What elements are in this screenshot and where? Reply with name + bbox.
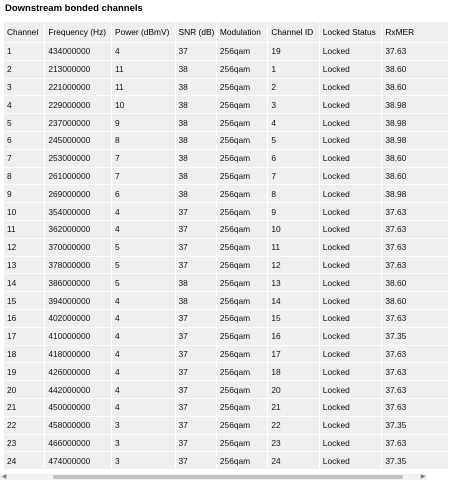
table-cell: 37.63 bbox=[382, 435, 448, 452]
table-cell: 8 bbox=[268, 185, 318, 202]
table-cell: Locked bbox=[320, 203, 382, 220]
table-cell: 38.60 bbox=[382, 61, 448, 78]
table-cell: 256qam bbox=[217, 43, 267, 60]
table-cell: 37 bbox=[176, 310, 216, 327]
table-cell: 38 bbox=[176, 292, 216, 309]
table-cell: 354000000 bbox=[45, 203, 111, 220]
table-cell: 24 bbox=[4, 452, 44, 469]
table-cell: 434000000 bbox=[45, 43, 111, 60]
table-cell: 2 bbox=[268, 79, 318, 96]
table-cell: 37.35 bbox=[382, 452, 448, 469]
table-cell: 15 bbox=[4, 292, 44, 309]
table-cell: 256qam bbox=[217, 381, 267, 398]
table-row bbox=[4, 399, 448, 416]
table-cell: Locked bbox=[320, 61, 382, 78]
table-cell: 37.63 bbox=[382, 221, 448, 238]
table-cell: 37 bbox=[176, 203, 216, 220]
table-cell: 261000000 bbox=[45, 168, 111, 185]
table-cell: 256qam bbox=[217, 452, 267, 469]
table-row bbox=[4, 114, 448, 131]
table-cell: Locked bbox=[320, 185, 382, 202]
table-row bbox=[4, 96, 448, 113]
table-cell: 37 bbox=[176, 221, 216, 238]
table-cell: 37.63 bbox=[382, 346, 448, 363]
table-header-row bbox=[4, 22, 448, 42]
table-cell: 11 bbox=[112, 61, 175, 78]
table-cell: 38 bbox=[176, 168, 216, 185]
table-cell: 38 bbox=[176, 114, 216, 131]
table-cell: 37.63 bbox=[382, 399, 448, 416]
table-cell: 8 bbox=[4, 168, 44, 185]
table-cell: 5 bbox=[112, 274, 175, 291]
table-cell: 14 bbox=[268, 292, 318, 309]
table-cell: 418000000 bbox=[45, 346, 111, 363]
table-cell: 256qam bbox=[217, 132, 267, 149]
table-cell: Locked bbox=[320, 257, 382, 274]
table-cell: 11 bbox=[4, 221, 44, 238]
table-cell: Locked bbox=[320, 310, 382, 327]
table-cell: 12 bbox=[268, 257, 318, 274]
column-header: Power (dBmV) bbox=[112, 22, 175, 42]
table-cell: 37 bbox=[176, 452, 216, 469]
table-row bbox=[4, 168, 448, 185]
table-cell: Locked bbox=[320, 452, 382, 469]
table-cell: 256qam bbox=[217, 274, 267, 291]
scroll-left-icon[interactable]: ◀ bbox=[1, 474, 7, 480]
table-cell: 386000000 bbox=[45, 274, 111, 291]
table-viewport[interactable] bbox=[3, 21, 415, 473]
table-cell: 9 bbox=[268, 203, 318, 220]
table-cell: 38 bbox=[176, 132, 216, 149]
table-cell: 22 bbox=[4, 417, 44, 434]
table-cell: 16 bbox=[4, 310, 44, 327]
table-cell: 269000000 bbox=[45, 185, 111, 202]
table-row bbox=[4, 221, 448, 238]
table-cell: 5 bbox=[268, 132, 318, 149]
table-row bbox=[4, 310, 448, 327]
table-cell: 38.60 bbox=[382, 292, 448, 309]
table-row bbox=[4, 61, 448, 78]
table-cell: 370000000 bbox=[45, 239, 111, 256]
table-cell: 11 bbox=[112, 79, 175, 96]
table-cell: 9 bbox=[4, 185, 44, 202]
table-cell: 14 bbox=[4, 274, 44, 291]
table-cell: 426000000 bbox=[45, 363, 111, 380]
table-cell: 15 bbox=[268, 310, 318, 327]
table-cell: 23 bbox=[4, 435, 44, 452]
table-cell: 37.35 bbox=[382, 328, 448, 345]
table-cell: 3 bbox=[112, 417, 175, 434]
table-cell: 37 bbox=[176, 399, 216, 416]
table-cell: 4 bbox=[112, 221, 175, 238]
table-cell: 256qam bbox=[217, 435, 267, 452]
table-cell: 4 bbox=[112, 203, 175, 220]
table-cell: 18 bbox=[4, 346, 44, 363]
table-cell: 7 bbox=[112, 150, 175, 167]
table-cell: 442000000 bbox=[45, 381, 111, 398]
table-cell: 24 bbox=[268, 452, 318, 469]
section-title: Downstream bonded channels bbox=[5, 3, 143, 14]
table-cell: 3 bbox=[4, 79, 44, 96]
table-row bbox=[4, 185, 448, 202]
table-cell: 1 bbox=[268, 61, 318, 78]
table-cell: Locked bbox=[320, 168, 382, 185]
table-cell: 21 bbox=[268, 399, 318, 416]
table-cell: 9 bbox=[112, 114, 175, 131]
table-cell: 19 bbox=[268, 43, 318, 60]
table-cell: 450000000 bbox=[45, 399, 111, 416]
table-cell: Locked bbox=[320, 79, 382, 96]
table-cell: 4 bbox=[112, 346, 175, 363]
table-cell: 256qam bbox=[217, 417, 267, 434]
table-cell: Locked bbox=[320, 274, 382, 291]
table-cell: 37 bbox=[176, 239, 216, 256]
table-row bbox=[4, 239, 448, 256]
table-row bbox=[4, 203, 448, 220]
table-row bbox=[4, 381, 448, 398]
table-cell: 17 bbox=[4, 328, 44, 345]
table-row bbox=[4, 132, 448, 149]
table-cell: 38 bbox=[176, 274, 216, 291]
table-cell: 245000000 bbox=[45, 132, 111, 149]
column-header: RxMER bbox=[382, 22, 448, 42]
table-cell: 1 bbox=[4, 43, 44, 60]
table-cell: 7 bbox=[112, 168, 175, 185]
table-cell: 7 bbox=[4, 150, 44, 167]
table-cell: 37.63 bbox=[382, 310, 448, 327]
table-cell: 38.98 bbox=[382, 96, 448, 113]
table-cell: 16 bbox=[268, 328, 318, 345]
table-cell: 402000000 bbox=[45, 310, 111, 327]
table-cell: 13 bbox=[268, 274, 318, 291]
column-header: Channel ID bbox=[268, 22, 318, 42]
table-cell: 213000000 bbox=[45, 61, 111, 78]
table-row bbox=[4, 79, 448, 96]
table-row bbox=[4, 150, 448, 167]
table-cell: 2 bbox=[4, 61, 44, 78]
table-cell: 256qam bbox=[217, 114, 267, 131]
table-cell: 256qam bbox=[217, 239, 267, 256]
table-cell: 8 bbox=[112, 132, 175, 149]
table-cell: 256qam bbox=[217, 399, 267, 416]
table-cell: 37.63 bbox=[382, 43, 448, 60]
table-cell: 38.60 bbox=[382, 79, 448, 96]
table-cell: 474000000 bbox=[45, 452, 111, 469]
table-cell: 10 bbox=[268, 221, 318, 238]
table-row bbox=[4, 257, 448, 274]
table-cell: Locked bbox=[320, 292, 382, 309]
table-cell: Locked bbox=[320, 150, 382, 167]
table-cell: 256qam bbox=[217, 150, 267, 167]
table-cell: 4 bbox=[112, 399, 175, 416]
table-cell: 37 bbox=[176, 328, 216, 345]
table-cell: 38.98 bbox=[382, 132, 448, 149]
table-cell: 22 bbox=[268, 417, 318, 434]
table-cell: 38 bbox=[176, 185, 216, 202]
table-cell: Locked bbox=[320, 221, 382, 238]
table-cell: 256qam bbox=[217, 96, 267, 113]
table-cell: 37 bbox=[176, 43, 216, 60]
downstream-channels-table bbox=[3, 21, 449, 470]
table-cell: 6 bbox=[268, 150, 318, 167]
table-cell: 6 bbox=[4, 132, 44, 149]
table-cell: 37.63 bbox=[382, 363, 448, 380]
table-cell: 38.98 bbox=[382, 185, 448, 202]
table-cell: 4 bbox=[268, 114, 318, 131]
table-cell: 466000000 bbox=[45, 435, 111, 452]
table-cell: Locked bbox=[320, 346, 382, 363]
table-cell: 21 bbox=[4, 399, 44, 416]
table-cell: 253000000 bbox=[45, 150, 111, 167]
table-cell: 256qam bbox=[217, 363, 267, 380]
table-body bbox=[4, 43, 448, 469]
table-cell: 3 bbox=[268, 96, 318, 113]
table-cell: 237000000 bbox=[45, 114, 111, 131]
table-cell: 3 bbox=[112, 435, 175, 452]
table-cell: Locked bbox=[320, 132, 382, 149]
table-cell: 3 bbox=[112, 452, 175, 469]
table-cell: Locked bbox=[320, 435, 382, 452]
table-cell: 37.63 bbox=[382, 203, 448, 220]
table-cell: 256qam bbox=[217, 257, 267, 274]
table-cell: 229000000 bbox=[45, 96, 111, 113]
table-cell: 4 bbox=[4, 96, 44, 113]
table-cell: 38.60 bbox=[382, 274, 448, 291]
column-header: Channel bbox=[4, 22, 44, 42]
table-cell: 256qam bbox=[217, 346, 267, 363]
table-row bbox=[4, 363, 448, 380]
table-cell: 362000000 bbox=[45, 221, 111, 238]
table-cell: 38 bbox=[176, 150, 216, 167]
table-cell: 37 bbox=[176, 346, 216, 363]
table-cell: 256qam bbox=[217, 79, 267, 96]
table-row bbox=[4, 328, 448, 345]
table-cell: 221000000 bbox=[45, 79, 111, 96]
table-cell: Locked bbox=[320, 96, 382, 113]
table-cell: 20 bbox=[4, 381, 44, 398]
table-cell: 13 bbox=[4, 257, 44, 274]
table-cell: 458000000 bbox=[45, 417, 111, 434]
table-cell: 378000000 bbox=[45, 257, 111, 274]
table-cell: 256qam bbox=[217, 221, 267, 238]
table-cell: 37.63 bbox=[382, 239, 448, 256]
table-cell: 23 bbox=[268, 435, 318, 452]
table-cell: 12 bbox=[4, 239, 44, 256]
table-cell: 37 bbox=[176, 417, 216, 434]
table-cell: Locked bbox=[320, 399, 382, 416]
table-row bbox=[4, 452, 448, 469]
table-cell: 38.60 bbox=[382, 150, 448, 167]
table-cell: 4 bbox=[112, 43, 175, 60]
table-cell: Locked bbox=[320, 43, 382, 60]
table-cell: Locked bbox=[320, 328, 382, 345]
table-cell: 4 bbox=[112, 310, 175, 327]
column-header: SNR (dB) bbox=[176, 22, 216, 42]
table-cell: 37.63 bbox=[382, 257, 448, 274]
table-cell: 20 bbox=[268, 381, 318, 398]
table-cell: 37 bbox=[176, 381, 216, 398]
table-cell: Locked bbox=[320, 363, 382, 380]
table-cell: Locked bbox=[320, 114, 382, 131]
table-cell: Locked bbox=[320, 239, 382, 256]
column-header: Modulation bbox=[217, 22, 267, 42]
table-cell: 18 bbox=[268, 363, 318, 380]
table-cell: 5 bbox=[4, 114, 44, 131]
column-header: Frequency (Hz) bbox=[45, 22, 111, 42]
table-cell: 10 bbox=[4, 203, 44, 220]
table-cell: 4 bbox=[112, 328, 175, 345]
table-cell: 37 bbox=[176, 435, 216, 452]
table-cell: 256qam bbox=[217, 310, 267, 327]
table-cell: 256qam bbox=[217, 292, 267, 309]
table-cell: 5 bbox=[112, 257, 175, 274]
table-cell: 4 bbox=[112, 292, 175, 309]
table-row bbox=[4, 435, 448, 452]
table-cell: 37 bbox=[176, 363, 216, 380]
table-cell: 256qam bbox=[217, 185, 267, 202]
table-cell: 6 bbox=[112, 185, 175, 202]
table-cell: 256qam bbox=[217, 203, 267, 220]
table-cell: 38.98 bbox=[382, 114, 448, 131]
table-cell: 37 bbox=[176, 257, 216, 274]
table-cell: 5 bbox=[112, 239, 175, 256]
table-cell: 17 bbox=[268, 346, 318, 363]
table-cell: Locked bbox=[320, 381, 382, 398]
table-cell: 256qam bbox=[217, 168, 267, 185]
table-cell: 38 bbox=[176, 79, 216, 96]
scroll-right-icon[interactable]: ▶ bbox=[420, 474, 426, 480]
table-cell: 256qam bbox=[217, 61, 267, 78]
table-row bbox=[4, 274, 448, 291]
column-header: Locked Status bbox=[320, 22, 382, 42]
table-cell: 394000000 bbox=[45, 292, 111, 309]
table-cell: 4 bbox=[112, 381, 175, 398]
scrollbar-thumb[interactable] bbox=[53, 475, 403, 479]
table-cell: 4 bbox=[112, 363, 175, 380]
table-cell: 38.60 bbox=[382, 168, 448, 185]
table-cell: 7 bbox=[268, 168, 318, 185]
table-row bbox=[4, 43, 448, 60]
table-cell: 11 bbox=[268, 239, 318, 256]
table-cell: 38 bbox=[176, 96, 216, 113]
table-cell: 256qam bbox=[217, 328, 267, 345]
table-row bbox=[4, 292, 448, 309]
table-cell: 410000000 bbox=[45, 328, 111, 345]
table-cell: 19 bbox=[4, 363, 44, 380]
table-row bbox=[4, 346, 448, 363]
table-cell: 38 bbox=[176, 61, 216, 78]
table-cell: Locked bbox=[320, 417, 382, 434]
table-cell: 10 bbox=[112, 96, 175, 113]
table-row bbox=[4, 417, 448, 434]
table-cell: 37.63 bbox=[382, 381, 448, 398]
table-cell: 37.35 bbox=[382, 417, 448, 434]
